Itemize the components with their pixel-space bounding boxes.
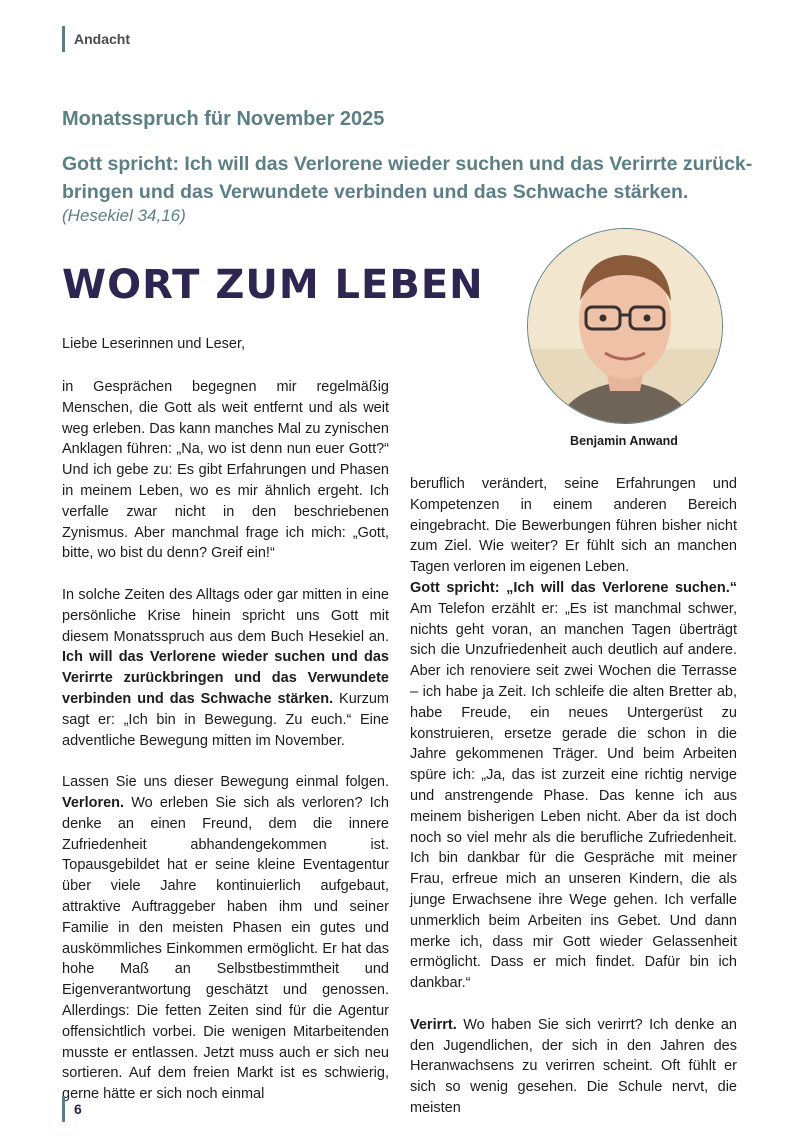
left-column [62,377,389,1105]
bold-keyword: Verirrt. [410,1016,457,1033]
right-column [410,474,737,1119]
monthly-motto-quote [62,150,762,206]
bible-reference: (Hesekiel 34,16) [62,206,186,225]
paragraph: beruflich verändert, seine Erfahrungen und Kompetenzen in einem anderen Bereich eingebracht. Die Bewerbungen führen bisher nicht zum Ziel. Wie weiter? Er fühlt sich an manchen Tagen verloren im eigenen Leben. [410,476,737,576]
paragraph: In solche Zeiten des Alltags oder gar mitten in eine persönliche Krise hinein spricht uns Gott mit diesem Monatsspruch aus dem Buch Hesekiel an. Ich will das Verlorene wieder suchen und das Verirrte zurückbringen und das Verwundete verbinden und das Schwache stärken. Kurzum sagt er: „Ich bin in Bewegung. Zu euch.“ Eine adventliche Bewegung mitten im November. [62,586,389,749]
paragraph: in Gesprächen begegnen mir regelmäßig Menschen, die Gott als weit entfernt und als weit weg erleben. Das kann manches Mal zu zynischen Anklagen führen: „Na, wo ist denn nun euer Gott?“ Und ich gebe zu: Es gibt Erfahrungen und Phasen in meinem Leben, wo es mir ähnlich ergeht. Ich verfalle zwar nicht in den beschriebenen Zynismus. Aber manchmal frage ich mich: „Gott, bitte, wo bist du denn? Greif ein!“ [62,379,389,562]
section-header [62,26,130,52]
bold-quote: Ich will das Verlorene wieder suchen und das Verirrte zurückbringen und das Verwundete verbinden und das Schwache stärken. [62,649,389,707]
paragraph: Gott spricht: „Ich will das Verlorene suchen.“ Am Telefon erzählt er: „Es ist manchmal schwer, nichts geht voran, an manchen Tagen überträgt sich die Unzufriedenheit auch deutlich auf andere. Aber ich renoviere seit zwei Wochen die Terrasse – ich habe ja Zeit. Ich schleife die alten Bretter ab, habe Freude, ein neues Untergerüst zu konstruieren, ersetze gerade die schon in die Jahre gekommenen Träger. Und beim Arbeiten spüre ich: „Ja, das ist zurzeit eine richtig nervige und anstrengende Phase. Das kenne ich aus meinem bisherigen Leben nicht. Aber da ist doch noch so viel mehr als die berufliche Zufriedenheit. Ich bin dankbar für die Gespräche mit meiner Frau, erfreue mich an unseren Kindern, die als junge Erwachsene ihre Wege gehen. Ich verfalle unmerklich beim Arbeiten ins Gebet. Und dann merke ich, dass mir Gott wieder Gelassenheit ermöglicht. Dass er mich findet. Dafür bin ich dankbar.“ [410,579,737,992]
article-headline: WORT ZUM LEBEN [62,262,484,308]
greeting: Liebe Leserinnen und Leser, [62,336,246,352]
monthly-motto-label: Monatsspruch für November 2025 [62,108,385,130]
portrait-illustration [528,229,722,423]
page-number: 6 [74,1101,82,1117]
bold-keyword: Verloren. [62,794,125,811]
bold-quote: Gott spricht: „Ich will das Verlorene suchen.“ [410,579,737,596]
motto-quote-line-1: Gott spricht: Ich will das Verlorene wieder suchen und das Verirrte zurück- [62,153,753,175]
page-footer [62,1096,82,1122]
author-name: Benjamin Anwand [570,434,678,448]
section-label: Andacht [74,31,130,47]
motto-quote-line-2: bringen und das Verwundete verbinden und das Schwache stärken. [62,181,689,203]
author-portrait [527,228,723,424]
paragraph: Lassen Sie uns dieser Bewegung einmal folgen. Verloren. Wo erleben Sie sich als verloren? Ich denke an einen Freund, dem die innere Zufriedenheit abhandengekommen ist. Topausgebildet hat er seine kleine Eventagentur über viele Jahre kontinuierlich aufgebaut, attraktive Auftraggeber haben ihm und seiner Familie in den meisten Phasen ein gutes und auskömmliches Einkommen ermöglicht. Er hat das hohe Maß an Selbstbestimmtheit und Eigenverantwortung geschätzt und genossen. Allerdings: Die fetten Zeiten sind für die Agentur offensichtlich vorbei. Die wenigen Mitarbeitenden musste er entlassen. Jetzt muss auch er sich neu sortieren. Auf dem freien Markt ist es schwierig, gerne hätte er sich noch einmal [62,774,389,1103]
paragraph: Verirrt. Wo haben Sie sich verirrt? Ich denke an den Jugendlichen, der sich in den Jahren des Heranwachsens zu verirren scheint. Oft fühlt er sich so wenig gesehen. Die Schule nervt, die meisten [410,1016,737,1116]
